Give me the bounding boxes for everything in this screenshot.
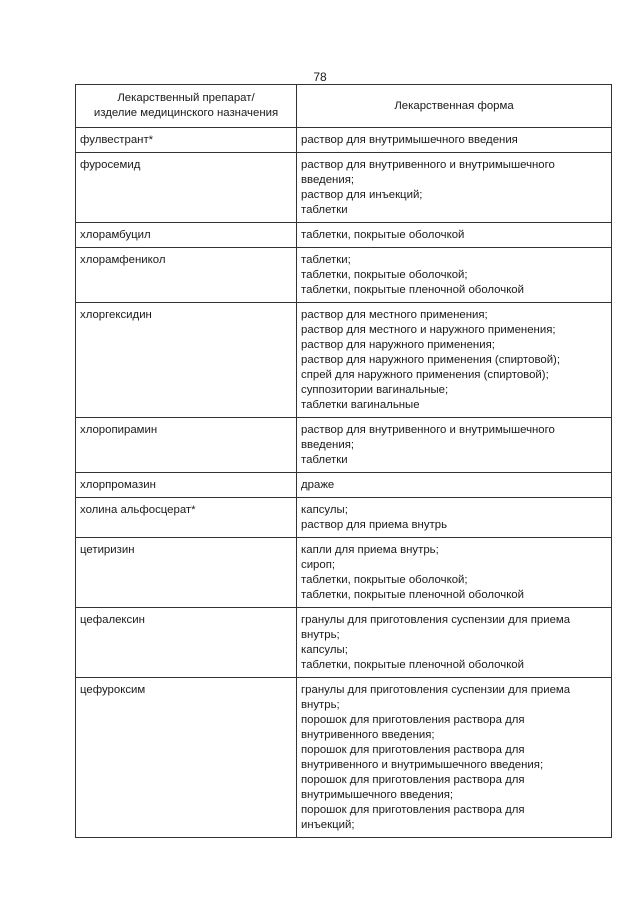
dosage-form-cell bbox=[297, 608, 612, 678]
drug-name-cell bbox=[76, 473, 297, 498]
drug-name: хлоропирамин bbox=[80, 424, 158, 436]
column-header-form-line: Лекарственная форма bbox=[394, 99, 514, 112]
dosage-form-line: раствор для внутримышечного введения bbox=[301, 134, 518, 146]
column-header-drug-line: изделие медицинского назначения bbox=[93, 107, 279, 119]
dosage-form-line: раствор для инъекций; bbox=[301, 189, 423, 201]
dosage-form-cell bbox=[297, 473, 612, 498]
dosage-form-line: введения; bbox=[301, 439, 355, 451]
dosage-form-line: внутримышечного введения; bbox=[301, 789, 454, 801]
dosage-form-line: спрей для наружного применения (спиртовой); bbox=[301, 369, 549, 381]
dosage-form-cell bbox=[297, 153, 612, 223]
dosage-form-line: таблетки вагинальные bbox=[301, 399, 420, 411]
table-row bbox=[76, 153, 612, 223]
drug-name: хлорпромазин bbox=[80, 479, 156, 491]
drug-name: цефалексин bbox=[80, 614, 145, 626]
dosage-form-line: раствор для местного и наружного применения; bbox=[301, 324, 556, 336]
dosage-form-line: сироп; bbox=[301, 559, 336, 571]
dosage-form-line: таблетки, покрытые пленочной оболочкой bbox=[301, 659, 525, 671]
dosage-form-line: гранулы для приготовления суспензии для приема bbox=[301, 684, 571, 696]
dosage-form-line: таблетки, покрытые оболочкой; bbox=[301, 269, 468, 281]
dosage-form-line: таблетки, покрытые оболочкой; bbox=[301, 574, 468, 586]
drug-name-cell bbox=[76, 153, 297, 223]
table-row bbox=[76, 538, 612, 608]
drug-name-cell bbox=[76, 303, 297, 418]
dosage-form-line: таблетки, покрытые пленочной оболочкой bbox=[301, 284, 525, 296]
dosage-form-line: раствор для местного применения; bbox=[301, 309, 488, 321]
dosage-form-line: таблетки bbox=[301, 204, 348, 216]
dosage-form-line: драже bbox=[301, 479, 335, 491]
dosage-form-line: раствор для наружного применения (спиртовой); bbox=[301, 354, 561, 366]
drug-name-cell bbox=[76, 418, 297, 473]
dosage-form-line: внутрь; bbox=[301, 699, 340, 711]
table-row bbox=[76, 223, 612, 248]
column-header-drug bbox=[76, 85, 297, 128]
drug-name: холина альфосцерат* bbox=[80, 504, 196, 516]
dosage-form-line: порошок для приготовления раствора для bbox=[301, 804, 525, 816]
drug-name-cell bbox=[76, 128, 297, 153]
table-row bbox=[76, 608, 612, 678]
dosage-form-line: капсулы; bbox=[301, 644, 348, 656]
dosage-form-line: внутривенного и внутримышечного введения; bbox=[301, 759, 544, 771]
drug-name: цетиризин bbox=[80, 544, 135, 556]
drug-name: хлорамфеникол bbox=[80, 254, 166, 266]
column-header-form bbox=[297, 85, 612, 128]
drug-name-cell bbox=[76, 498, 297, 538]
dosage-form-line: раствор для приема внутрь bbox=[301, 519, 448, 531]
drug-name-cell bbox=[76, 538, 297, 608]
drug-name-cell bbox=[76, 608, 297, 678]
dosage-form-line: порошок для приготовления раствора для bbox=[301, 774, 525, 786]
drug-name: фулвестрант* bbox=[80, 134, 154, 146]
table-row bbox=[76, 473, 612, 498]
dosage-form-line: порошок для приготовления раствора для bbox=[301, 714, 525, 726]
dosage-form-cell bbox=[297, 303, 612, 418]
dosage-form-line: таблетки, покрытые оболочкой bbox=[301, 229, 465, 241]
dosage-form-line: порошок для приготовления раствора для bbox=[301, 744, 525, 756]
dosage-form-line: суппозитории вагинальные; bbox=[301, 384, 449, 396]
drug-table bbox=[75, 84, 612, 838]
drug-name: хлоргексидин bbox=[80, 309, 152, 321]
dosage-form-line: гранулы для приготовления суспензии для приема bbox=[301, 614, 571, 626]
table-row bbox=[76, 303, 612, 418]
dosage-form-line: таблетки bbox=[301, 454, 348, 466]
table-row bbox=[76, 418, 612, 473]
dosage-form-line: капли для приема внутрь; bbox=[301, 544, 439, 556]
dosage-form-line: раствор для наружного применения; bbox=[301, 339, 495, 351]
drug-name-cell bbox=[76, 248, 297, 303]
dosage-form-line: раствор для внутривенного и внутримышечного bbox=[301, 159, 555, 171]
table-row bbox=[76, 248, 612, 303]
dosage-form-line: капсулы; bbox=[301, 504, 348, 516]
drug-name: хлорамбуцил bbox=[80, 229, 151, 241]
table-row bbox=[76, 678, 612, 838]
dosage-form-cell bbox=[297, 223, 612, 248]
page-number: 78 bbox=[313, 70, 327, 84]
table-header-row bbox=[76, 85, 612, 128]
dosage-form-cell bbox=[297, 248, 612, 303]
drug-name: цефуроксим bbox=[80, 684, 146, 696]
dosage-form-line: внутрь; bbox=[301, 629, 340, 641]
drug-name: фуросемид bbox=[80, 159, 141, 171]
dosage-form-cell bbox=[297, 678, 612, 838]
dosage-form-line: таблетки, покрытые пленочной оболочкой bbox=[301, 589, 525, 601]
dosage-form-line: инъекций; bbox=[301, 819, 355, 831]
dosage-form-cell bbox=[297, 128, 612, 153]
table-row bbox=[76, 498, 612, 538]
drug-name-cell bbox=[76, 678, 297, 838]
dosage-form-cell bbox=[297, 538, 612, 608]
dosage-form-line: внутривенного введения; bbox=[301, 729, 435, 741]
dosage-form-line: раствор для внутривенного и внутримышечного bbox=[301, 424, 555, 436]
column-header-drug-line: Лекарственный препарат/ bbox=[117, 92, 255, 104]
table-row bbox=[76, 128, 612, 153]
dosage-form-cell bbox=[297, 498, 612, 538]
dosage-form-line: таблетки; bbox=[301, 254, 351, 266]
dosage-form-line: введения; bbox=[301, 174, 355, 186]
dosage-form-cell bbox=[297, 418, 612, 473]
drug-name-cell bbox=[76, 223, 297, 248]
